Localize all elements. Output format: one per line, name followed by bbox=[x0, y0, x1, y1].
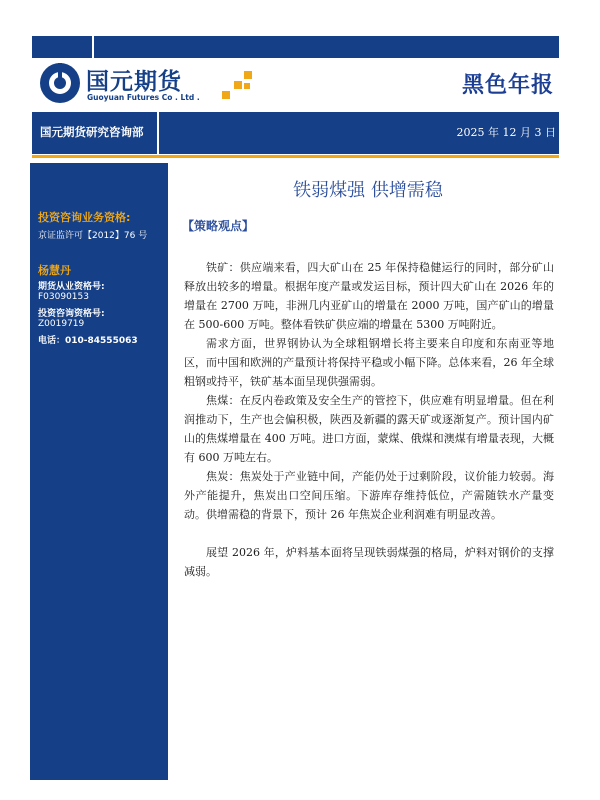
paragraph-coke: 焦炭：焦炭处于产业链中间，产能仍处于过剩阶段，议价能力较弱。海外产能提升，焦炭出口空间压缩。下游库存维持低位，产需随铁水产量变动。供增需稳的背景下，预计 26 年焦炭企业利润难有明显改善。 bbox=[184, 470, 554, 521]
accent-divider bbox=[32, 155, 559, 158]
paragraph-coking-coal: 焦煤：在反内卷政策及安全生产的管控下，供应难有明显增量。但在利润推动下，生产也会偏积极，陕西及新疆的露天矿或逐渐复产。预计国内矿山的焦煤增量在 400 万吨。进口方面，蒙煤、俄煤和澳煤有增量表现，大概有 600 万吨左右。 bbox=[184, 394, 554, 464]
company-name-cn: 国元期货 bbox=[86, 69, 182, 95]
department-name: 国元期货研究咨询部 bbox=[40, 125, 144, 139]
consult-cert-label: 投资咨询资格号: bbox=[38, 309, 105, 319]
top-header-bar bbox=[32, 36, 559, 58]
futures-cert-label: 期货从业资格号: bbox=[38, 282, 105, 292]
paragraph-iron-ore-supply: 铁矿：供应端来看，四大矿山在 25 年保持稳健运行的同时，部分矿山释放出较多的增量。根据年度产量或发运目标，预计四大矿山在 2026 年的增量在 2700 万吨，非洲几内亚矿山的增量在 2000 万吨，国产矿山的增量在 500-600 万吨。整体看铁矿供应端的增量在 5300 万吨附近。 bbox=[184, 261, 554, 331]
report-body bbox=[184, 258, 554, 581]
consult-cert-value: Z0019719 bbox=[38, 319, 85, 329]
report-title: 铁弱煤强 供增需稳 bbox=[293, 180, 443, 201]
report-date: 2025 年 12 月 3 日 bbox=[456, 126, 556, 139]
analyst-phone: 电话：010-84555063 bbox=[38, 336, 138, 346]
report-type-title: 黑色年报 bbox=[461, 73, 554, 98]
futures-cert-value: F03090153 bbox=[38, 292, 89, 302]
analyst-name: 杨慧丹 bbox=[38, 264, 71, 277]
logo-emblem-icon bbox=[40, 63, 80, 103]
sidebar-panel bbox=[30, 163, 168, 780]
company-logo bbox=[40, 63, 270, 107]
paragraph-demand: 需求方面，世界钢协认为全球粗钢增长将主要来自印度和东南亚等地区，而中国和欧洲的产量预计将保持平稳或小幅下降。总体来看，26 年全球粗钢或持平，铁矿基本面呈现供强需弱。 bbox=[184, 337, 554, 388]
company-name-en: Guoyuan Futures Co . Ltd . bbox=[87, 93, 200, 102]
logo-squares-icon bbox=[216, 71, 256, 99]
paragraph-outlook: 展望 2026 年，炉料基本面将呈现铁弱煤强的格局，炉料对钢价的支撑减弱。 bbox=[184, 546, 554, 578]
qualification-heading: 投资咨询业务资格: bbox=[38, 211, 131, 224]
qualification-value: 京证监许可【2012】76 号 bbox=[38, 231, 148, 241]
section-heading: 【策略观点】 bbox=[182, 219, 255, 233]
